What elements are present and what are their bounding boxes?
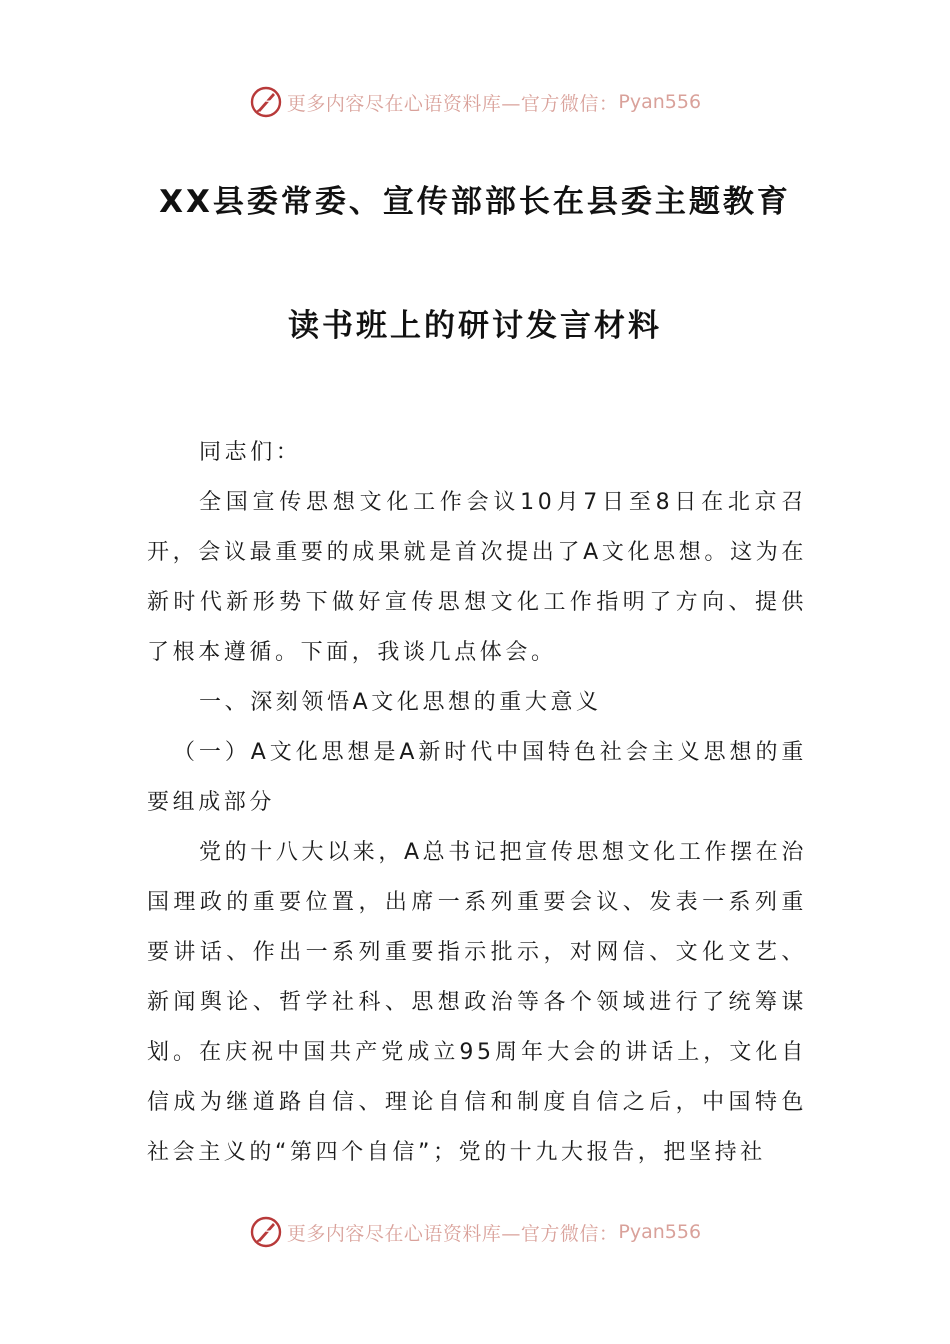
document-title-line1: XX县委常委、宣传部部长在县委主题教育	[159, 184, 791, 220]
quill-logo-icon	[249, 85, 283, 119]
paragraph-intro: 全国宣传思想文化工作会议10月7日至8日在北京召开，会议最重要的成果就是首次提出了A文化思想。这为在新时代新形势下做好宣传思想文化工作指明了方向、提供了根本遵循。下面，我谈几点体会。	[147, 490, 807, 665]
watermark-contact: Pyan556	[618, 91, 702, 113]
salutation: 同志们：	[199, 440, 302, 465]
section-heading: 一、深刻领悟A文化思想的重大意义	[199, 690, 602, 715]
document-body	[147, 428, 807, 1178]
subsection-heading: （一）A文化思想是A新时代中国特色社会主义思想的重要组成部分	[147, 740, 807, 815]
footer-watermark	[0, 1212, 950, 1252]
document-title-line2: 读书班上的研讨发言材料	[288, 308, 662, 344]
watermark-text: 更多内容尽在心语资料库—官方微信：	[286, 92, 619, 115]
paragraph-body: 党的十八大以来，A总书记把宣传思想文化工作摆在治国理政的重要位置，出席一系列重要会议、发表一系列重要讲话、作出一系列重要指示批示，对网信、文化文艺、新闻舆论、哲学社科、思想政治等各个领域进行了统筹谋划。在庆祝中国共产党成立95周年大会的讲话上，文化自信成为继道路自信、理论自信和制度自信之后，中国特色社会主义的“第四个自信”；党的十九大报告，把坚持社	[147, 840, 807, 1165]
watermark-contact: Pyan556	[618, 1221, 702, 1243]
quill-logo-icon	[249, 1215, 283, 1249]
watermark-text: 更多内容尽在心语资料库—官方微信：	[286, 1222, 619, 1245]
header-watermark	[0, 82, 950, 122]
